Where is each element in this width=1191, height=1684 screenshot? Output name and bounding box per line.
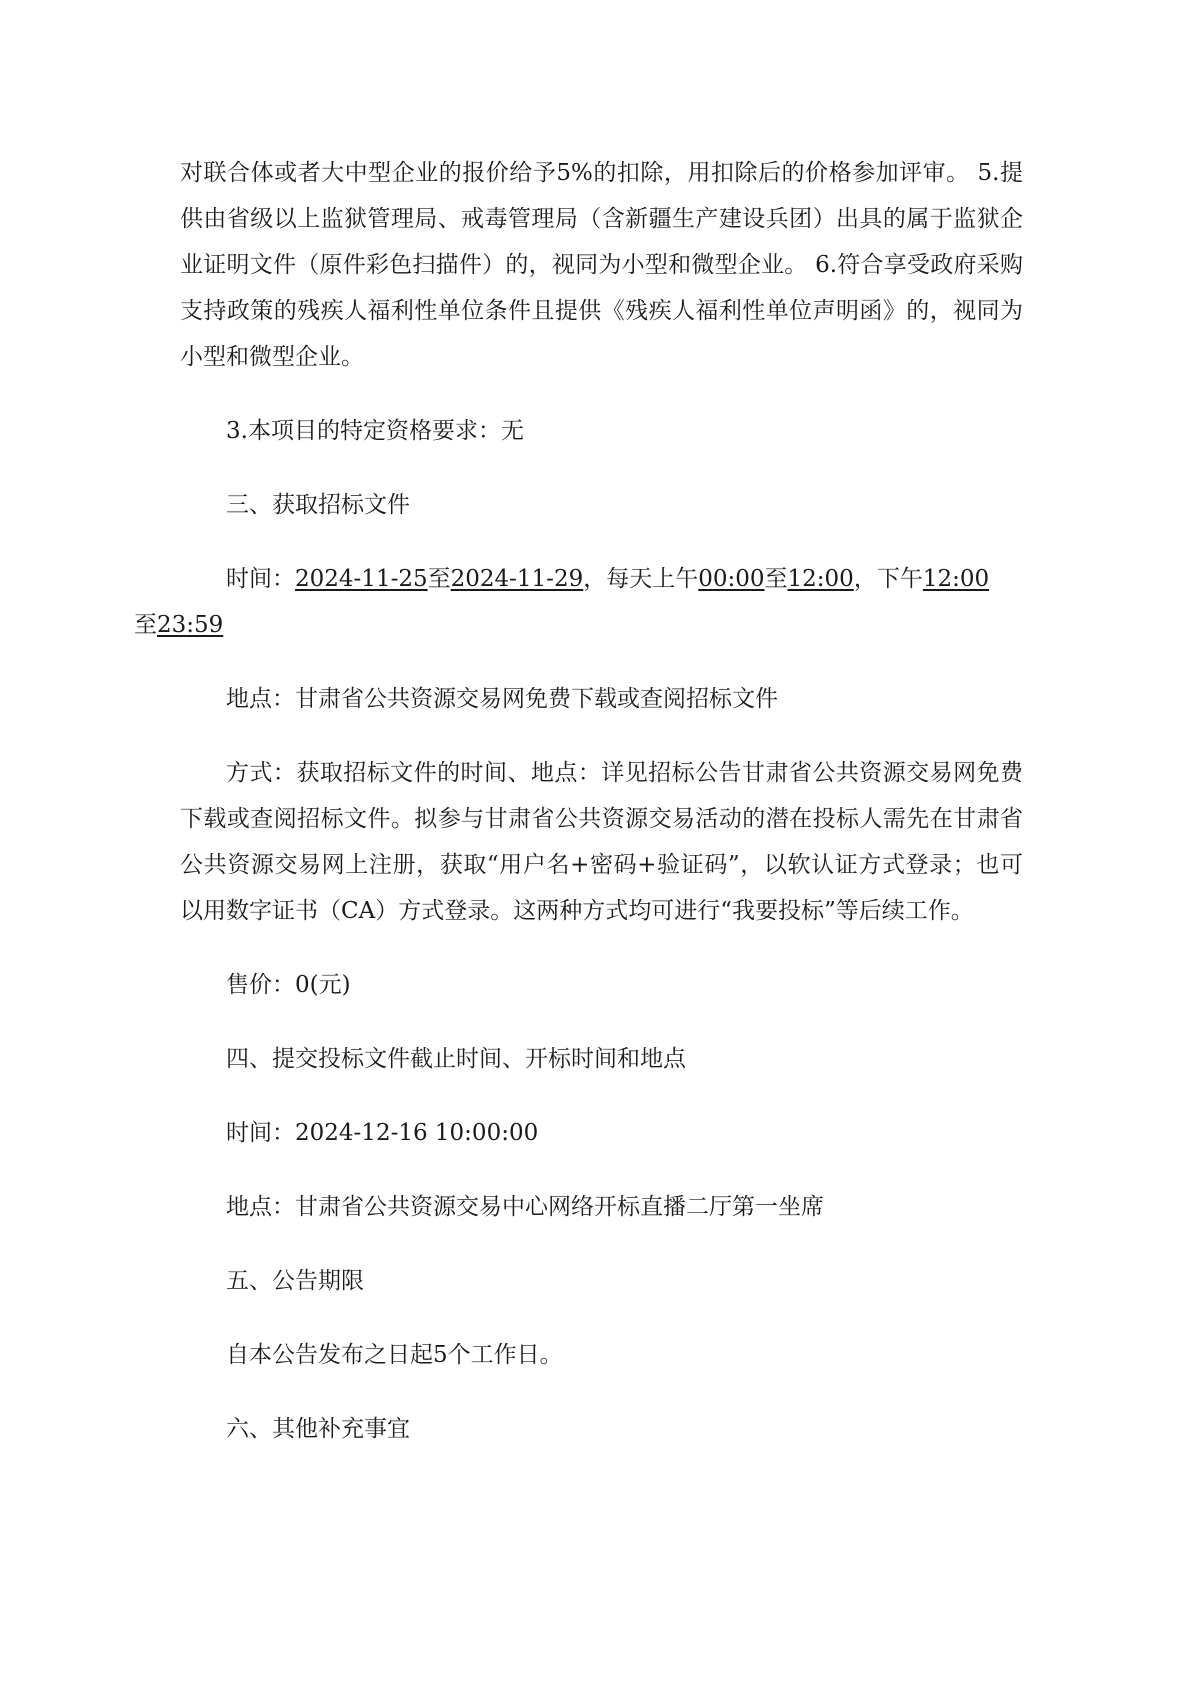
paragraph-obtain-location: 地点：甘肃省公共资源交易网免费下载或查阅招标文件 bbox=[226, 686, 778, 712]
morning-start-time: 00:00 bbox=[698, 566, 765, 592]
time-label: 时间： bbox=[226, 566, 295, 592]
paragraph-qualification: 3.本项目的特定资格要求：无 bbox=[226, 418, 524, 444]
date-start: 2024-11-25 bbox=[295, 566, 428, 592]
afternoon-end-time: 23:59 bbox=[157, 612, 224, 638]
to-text: 至 bbox=[134, 612, 157, 638]
morning-end-time: 12:00 bbox=[787, 566, 854, 592]
date-end: 2024-11-29 bbox=[450, 566, 584, 592]
to-text: 至 bbox=[427, 566, 451, 592]
section-heading-other-matters: 六、其他补充事宜 bbox=[226, 1416, 410, 1442]
afternoon-start-time: 12:00 bbox=[922, 566, 990, 592]
paragraph-price: 售价：0(元) bbox=[226, 972, 351, 998]
afternoon-text: ，下午 bbox=[853, 566, 923, 592]
paragraph-obtain-method: 方式：获取招标文件的时间、地点：详见招标公告甘肃省公共资源交易网免费下载或查阅招标文件。拟参与甘肃省公共资源交易活动的潜在投标人需先在甘肃省公共资源交易网上注册，获取“用户名+密码+验证码”，以软认证方式登录；也可以用数字证书（CA）方式登录。这两种方式均可进行“我要投标”等后续工作。 bbox=[180, 760, 1023, 924]
daily-morning-text: ，每天上午 bbox=[583, 566, 699, 592]
paragraph-sme-policy: 对联合体或者大中型企业的报价给予5%的扣除，用扣除后的价格参加评审。 5.提供由省级以上监狱管理局、戒毒管理局（含新疆生产建设兵团）出具的属于监狱企业证明文件（原件彩色扫描件）的，视同为小型和微型企业。 6.符合享受政府采购支持政策的残疾人福利性单位条件且提供《残疾人福利性单位声明函》的，视同为小型和微型企业。 bbox=[180, 160, 1023, 370]
section-heading-obtain-documents: 三、获取招标文件 bbox=[226, 492, 410, 518]
paragraph-deadline-time: 时间：2024-12-16 10:00:00 bbox=[226, 1120, 539, 1146]
paragraph-opening-location: 地点：甘肃省公共资源交易中心网络开标直播二厅第一坐席 bbox=[226, 1194, 824, 1220]
to-text: 至 bbox=[764, 566, 788, 592]
paragraph-obtain-time bbox=[134, 556, 1023, 648]
paragraph-notice-period: 自本公告发布之日起5个工作日。 bbox=[226, 1342, 563, 1368]
section-heading-submission-deadline: 四、提交投标文件截止时间、开标时间和地点 bbox=[226, 1046, 686, 1072]
section-heading-notice-period: 五、公告期限 bbox=[226, 1268, 364, 1294]
